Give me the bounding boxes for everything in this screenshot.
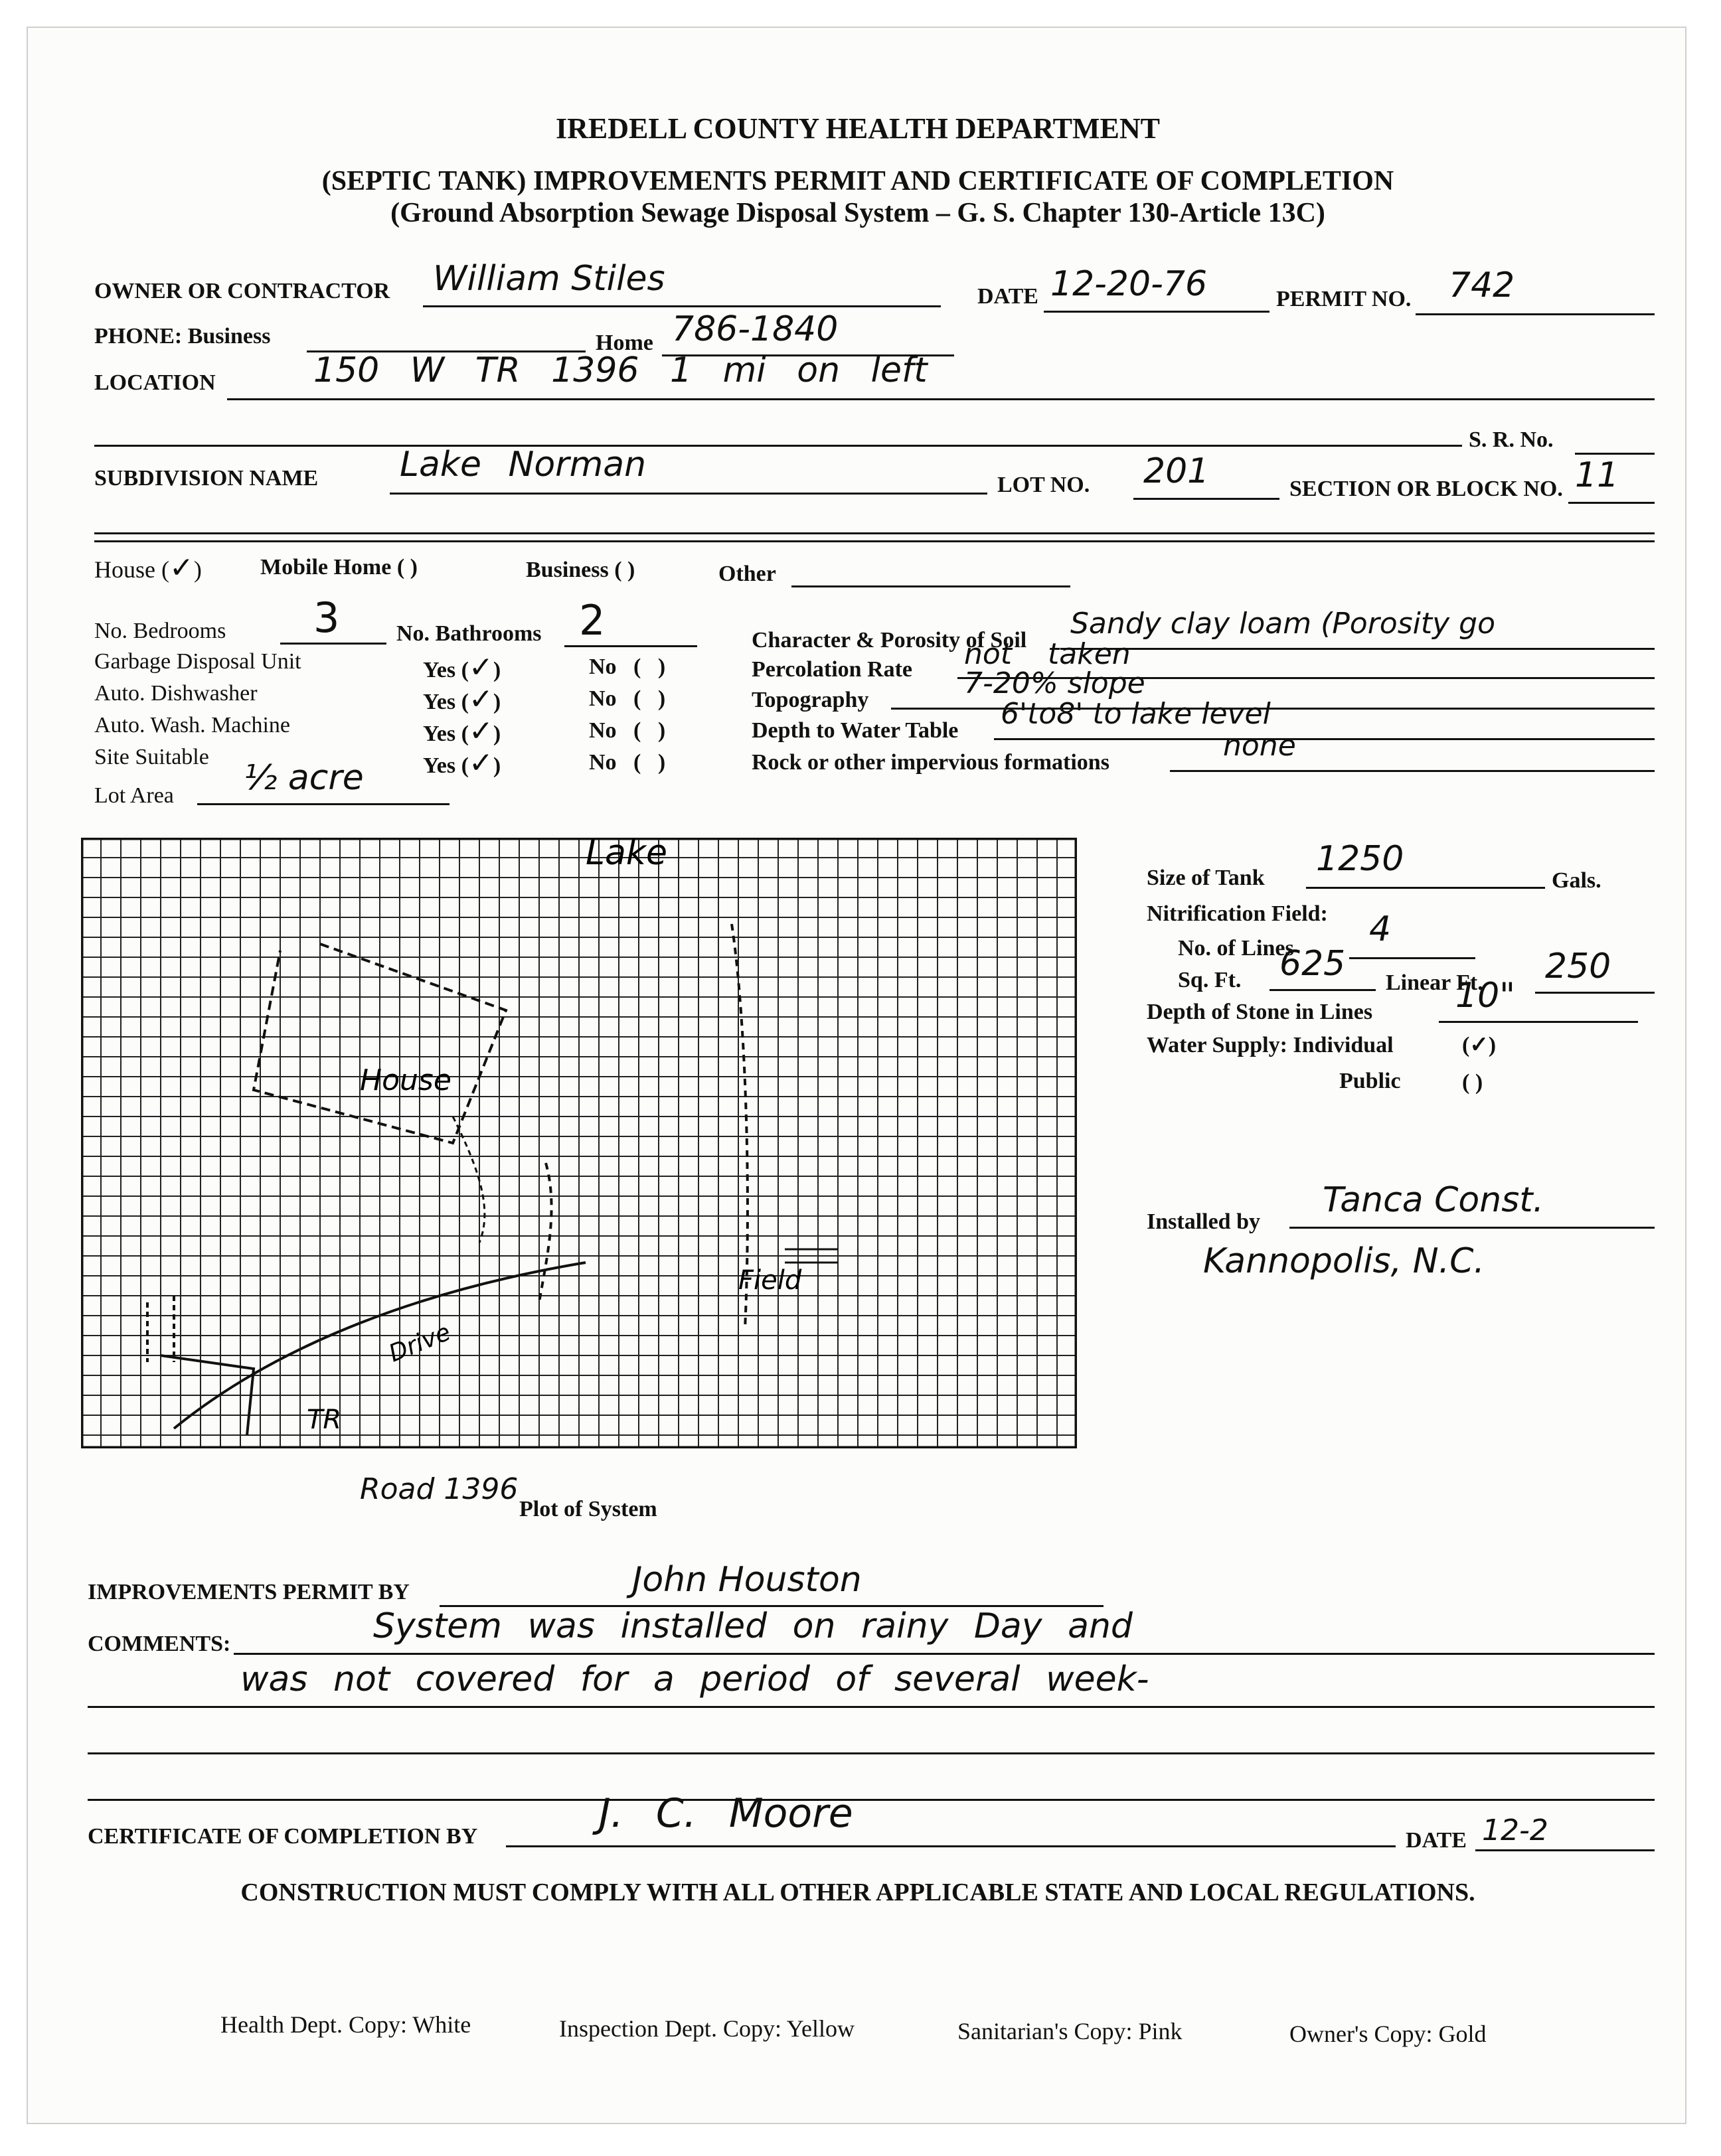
rock-label: Rock or other impervious formations [752,750,1109,775]
copy-health-dept: Health Dept. Copy: White [220,2011,471,2038]
installed-by-label: Installed by [1147,1209,1260,1234]
dishwasher-no[interactable]: No ( ) [589,686,666,711]
garbage-disposal-yes[interactable] [423,653,501,682]
site-suitable-yes[interactable] [423,746,501,780]
date-label: DATE [977,284,1038,309]
soil-character-label: Character & Porosity of Soil [752,628,1027,653]
sqft-value: 625 [1279,944,1346,984]
yes-label: Yes ( [423,722,469,746]
other-label: Other [718,562,776,586]
installer-line1: Tanca Const. [1323,1180,1544,1220]
installer-line2: Kannopolis, N.C. [1203,1241,1485,1281]
plot-label-house: House [360,1063,451,1097]
certificate-date-value: 12-2 [1482,1813,1548,1847]
improvements-permit-label: IMPROVEMENTS PERMIT BY [88,1580,410,1604]
subdivision-value: Lake Norman [400,445,647,485]
gals-label: Gals. [1552,868,1601,893]
sqft-label: Sq. Ft. [1178,968,1242,992]
plot-sketch [81,838,1077,1448]
wash-machine-label: Auto. Wash. Machine [94,713,291,737]
location-value: 150 W TR 1396 1 mi on left [313,350,928,390]
dishwasher-yes[interactable] [423,682,501,716]
check-mark: ✓ [468,651,493,684]
plot-grid [81,838,1077,1448]
site-suitable-no[interactable]: No ( ) [589,750,666,775]
compliance-notice: CONSTRUCTION MUST COMPLY WITH ALL OTHER APPLICABLE STATE AND LOCAL REGULATIONS. [240,1879,1475,1906]
water-public-label: Public [1339,1069,1401,1093]
house-check-mark: ✓ [169,551,194,585]
yes-label: Yes ( [423,753,469,778]
house-close: ) [193,556,202,583]
section-block-value: 11 [1575,455,1619,495]
plot-label-drive: Drive [385,1318,455,1368]
yes-close: ) [493,722,501,746]
phone-home-label: Home [596,331,653,355]
yes-close: ) [493,658,501,682]
certificate-signature: J. C. Moore [599,1790,853,1837]
plot-label-lake: Lake [586,838,667,873]
dishwasher-label: Auto. Dishwasher [94,681,258,706]
section-block-label: SECTION OR BLOCK NO. [1289,477,1563,501]
plot-label-road: Road 1396 [360,1472,519,1506]
stone-depth-value: 10" [1455,976,1516,1016]
check-mark: ✓ [468,682,493,716]
certificate-label: CERTIFICATE OF COMPLETION BY [88,1824,478,1849]
linear-ft-label: Linear Ft. [1386,970,1483,995]
check-mark: ✓ [468,746,493,780]
house-label: House ( [94,556,169,583]
rock-value: none [1223,729,1296,763]
subdivision-label: SUBDIVISION NAME [94,466,319,491]
site-suitable-label: Site Suitable [94,745,209,769]
water-supply-label: Water Supply: Individual [1147,1033,1394,1057]
tank-size-label: Size of Tank [1147,866,1265,890]
improvements-permit-value: John Houston [632,1560,862,1600]
water-individual-option[interactable]: (✓) [1462,1033,1497,1057]
lot-area-label: Lot Area [94,783,174,808]
garbage-disposal-no[interactable]: No ( ) [589,654,666,679]
percolation-value: not taken [964,637,1131,671]
certificate-date-label: DATE [1406,1828,1467,1853]
business-option[interactable]: Business ( ) [526,558,635,582]
permit-no-label: PERMIT NO. [1276,287,1412,311]
owner-value: William Stiles [433,259,665,299]
plot-caption: Plot of System [519,1497,657,1521]
linear-ft-value: 250 [1545,947,1611,986]
soil-character-value: Sandy clay loam (Porosity go [1070,607,1495,641]
lines-label: No. of Lines [1178,936,1294,961]
sr-no-label: S. R. No. [1469,427,1554,452]
lot-area-value: ½ acre [244,758,364,798]
bathrooms-label: No. Bathrooms [396,621,542,646]
yes-label: Yes ( [423,690,469,714]
water-public-option[interactable]: ( ) [1462,1070,1483,1095]
permit-form [27,27,1686,2124]
date-value: 12-20-76 [1050,264,1208,304]
phone-home-value: 786-1840 [672,309,839,349]
permit-no-value: 742 [1449,266,1515,305]
bedrooms-label: No. Bedrooms [94,619,226,643]
comments-label: COMMENTS: [88,1632,231,1656]
yes-label: Yes ( [423,658,469,682]
tank-size-value: 1250 [1316,839,1404,879]
water-table-value: 6'to8' to lake level [1001,697,1271,731]
permit-subtitle: (Ground Absorption Sewage Disposal System – G. S. Chapter 130-Article 13C) [390,198,1325,228]
plot-label-field: Field [738,1265,802,1296]
mobile-home-option[interactable]: Mobile Home ( ) [260,555,418,579]
plot-label-tr: TR [307,1405,342,1435]
wash-machine-no[interactable]: No ( ) [589,718,666,743]
lot-no-label: LOT NO. [997,473,1090,497]
comments-line1: System was installed on rainy Day and [373,1606,1133,1646]
nitrification-label: Nitrification Field: [1147,901,1328,926]
yes-close: ) [493,690,501,714]
copy-sanitarian: Sanitarian's Copy: Pink [957,2018,1183,2044]
water-table-label: Depth to Water Table [752,718,959,743]
lines-value: 4 [1369,909,1392,949]
phone-business-label: PHONE: Business [94,324,271,348]
yes-close: ) [493,753,501,778]
copy-inspection-dept: Inspection Dept. Copy: Yellow [559,2015,855,2042]
garbage-disposal-label: Garbage Disposal Unit [94,649,301,674]
percolation-label: Percolation Rate [752,657,913,682]
house-option[interactable] [94,551,202,585]
topography-value: 7-20% slope [964,666,1145,700]
topography-label: Topography [752,688,869,712]
bathrooms-value: 2 [579,596,606,645]
permit-title: (SEPTIC TANK) IMPROVEMENTS PERMIT AND CERTIFICATE OF COMPLETION [321,166,1394,196]
lot-no-value: 201 [1143,451,1210,491]
comments-line2: was not covered for a period of several week- [240,1659,1149,1699]
wash-machine-yes[interactable] [423,714,501,748]
department-title: IREDELL COUNTY HEALTH DEPARTMENT [556,112,1160,145]
owner-label: OWNER OR CONTRACTOR [94,279,390,303]
location-label: LOCATION [94,370,216,395]
copy-owner: Owner's Copy: Gold [1289,2021,1487,2047]
check-mark: ✓ [468,714,493,748]
stone-depth-label: Depth of Stone in Lines [1147,1000,1373,1024]
bedrooms-value: 3 [313,593,340,642]
